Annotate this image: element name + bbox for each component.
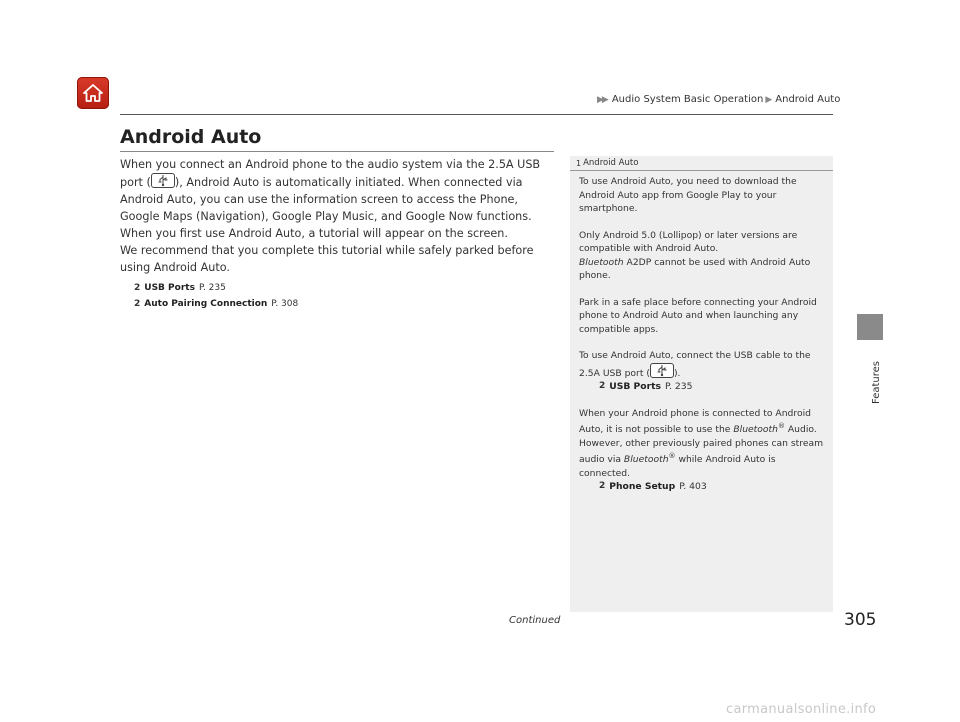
note-paragraph: Only Android 5.0 (Lollipop) or later versions are compatible with Android Auto. Bluetooth A2DP cannot be used with Android Auto phone. (579, 229, 811, 281)
breadcrumb-item-audio-system[interactable]: Audio System Basic Operation (611, 94, 764, 105)
intro-paragraph: When you connect an Android phone to the audio system via the 2.5A USB port ( ), Android Auto is automatically initiated. When connected via Android Auto, you can use the information screen to access the Phone, Google Maps (Navigation), Google Play Music, and Google Now functions. When you first use Android Auto, a tutorial will appear on the screen. (120, 158, 541, 240)
note-title: Android Auto (583, 158, 639, 168)
breadcrumb (597, 94, 840, 105)
sidebar-note (570, 156, 833, 612)
usb-port-icon (151, 173, 175, 188)
sidebar-body (570, 171, 833, 494)
note-paragraph: To use Android Auto, you need to download the Android Auto app from Google Play to your smartphone. (579, 176, 797, 214)
xref-page: P. 235 (664, 381, 693, 392)
sidebar-heading (570, 156, 833, 171)
xref-title: Auto Pairing Connection (144, 299, 268, 309)
features-tab[interactable] (857, 314, 883, 340)
watermark: carmanualsonline.info (726, 702, 877, 717)
page-number: 305 (844, 610, 877, 630)
xref-marker: 2 (599, 381, 606, 391)
arrow-icon: ▶ (765, 94, 771, 105)
note-paragraph: Park in a safe place before connecting your Android phone to Android Auto and when launching any compatible apps. (579, 296, 817, 335)
xref-title: Phone Setup (609, 481, 676, 493)
home-button[interactable] (77, 77, 109, 109)
note-paragraph: When your Android phone is connected to Android Auto, it is not possible to use the Bluetooth® Audio. However, other previously paired phones can stream audio via Bluetooth® while Android Auto is connected. (579, 407, 824, 479)
features-tab-label: Features (871, 361, 882, 404)
xref-marker: 2 (134, 299, 141, 309)
breadcrumb-item-android-auto[interactable]: Android Auto (775, 94, 841, 105)
xref-auto-pairing[interactable] (120, 296, 557, 312)
continued-label: Continued (509, 615, 561, 626)
xref-usb-ports[interactable] (579, 380, 825, 394)
home-icon (82, 83, 104, 103)
xref-usb-ports[interactable] (120, 280, 557, 296)
xref-title: USB Ports (609, 381, 661, 392)
note-paragraph: To use Android Auto, connect the USB cable to the 2.5A USB port ( ). (579, 350, 811, 379)
note-number: 1 (576, 158, 582, 168)
xref-page: P. 235 (198, 283, 226, 293)
page-title: Android Auto (120, 126, 262, 148)
xref-page: P. 308 (271, 299, 299, 309)
xref-marker: 2 (134, 283, 141, 293)
xref-marker: 2 (599, 481, 606, 492)
tutorial-paragraph: We recommend that you complete this tutorial while safely parked before using Android Auto. (120, 244, 534, 274)
xref-phone-setup[interactable] (579, 480, 825, 494)
xref-page: P. 403 (679, 481, 707, 493)
cross-references (120, 280, 557, 312)
main-content (120, 156, 557, 312)
header-divider (120, 114, 833, 115)
double-arrow-icon: ▶▶ (597, 94, 607, 105)
title-divider (120, 151, 554, 152)
usb-port-icon (650, 363, 674, 378)
xref-title: USB Ports (144, 283, 195, 293)
